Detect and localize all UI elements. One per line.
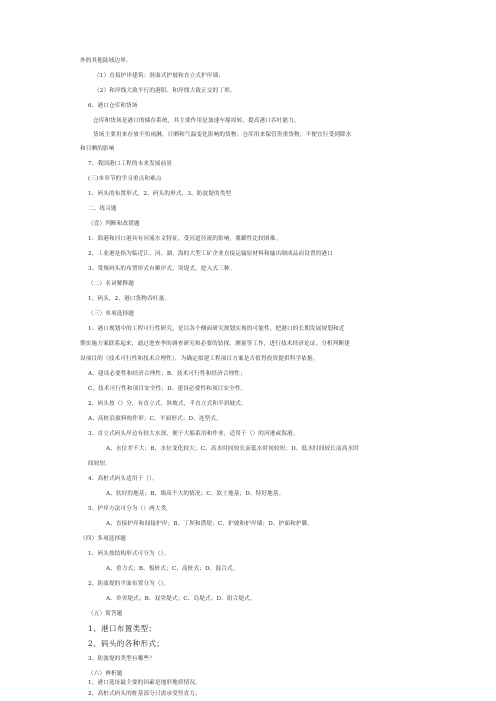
section-heading: 6、港口仓库和货场: [88, 103, 138, 109]
option-line: A、建设必要性和经济合理性；B、技术可行性和经济合理性；: [88, 371, 246, 377]
question-line: 1、码头按结构形式可分为（）。: [88, 551, 170, 557]
question-line: 1、海港和河口港具有河流水文特征，受河道径流的影响，冀御性比较困难。: [88, 236, 282, 242]
text-line: 和日晒的影响: [80, 146, 115, 152]
text-line: 间较短。: [88, 461, 111, 467]
section-heading: （五）简答题: [88, 611, 123, 617]
text-line: 设项目的（技术可行性和技术合理性），为确定拟建工程项目方案是否值得投资提供科学依据。: [80, 356, 319, 362]
text-line: 货场主要用来存放不怕雨淋，日晒和气温变化影响的货物；仓库用来保管贵重货物，不便宜行受到降水: [93, 132, 352, 138]
option-line: A、单突堤式；B、双突堤式；C、岛堤式；D、组合堤式。: [106, 596, 256, 602]
question-line: 1、港口规划中的工程可行性研究，是以各个侧面研究规划实现的可能性，把港口的长期发展规划和近: [88, 326, 345, 332]
question-line: 5、护岸方法可分为（）两大类。: [88, 506, 173, 512]
option-line: A、软好的地基；B、墙高不大的情况；C、软土地基；D、特好地基。: [106, 491, 285, 497]
question-line: 2、码头按（）分，有直立式、斜坡式，半直立式和半斜坡式。: [88, 401, 247, 407]
question-line: 2、码头的各种形式；: [88, 639, 165, 648]
text-line: 仓库和货场是港口的储存系统，其主要作用是加速车船周转，提高港口吞吐能力。: [93, 118, 300, 124]
option-line: C、技术可行性和项目安全性；D、建设必要性和项目安全性。: [88, 386, 247, 392]
section-heading: （四）多项选择题: [80, 536, 126, 542]
question-line: 1、港口布置类型；: [88, 624, 157, 633]
question-line: 4、高桩式码头适用于（）。: [88, 476, 158, 482]
option-line: A、水位差不大；B、水位变化较大；C、高水时间较长而低水时间较短；D、低水时间较长而高水时: [106, 446, 360, 452]
question-line: 1、码头，2、港口货物吞吐量。: [88, 296, 171, 302]
question-line: 2、防波堤的平面布置分为（）。: [88, 581, 170, 587]
question-line: 3、防波堤的类型有哪些？: [88, 656, 155, 662]
option-line: A、高桩沿旅料构件形；C、平面形式；D、连型式。: [88, 416, 222, 422]
section-heading: （六）辨析题: [88, 671, 123, 677]
text-line: （1）直接护岸建筑：斜面式护坡和直立式护岸墙；: [94, 73, 225, 79]
section-heading: （三）单项选择题: [88, 311, 134, 317]
option-line: A、重力式；B、板桩式；C、高桩式；D、混合式。: [106, 566, 239, 572]
section-heading: 二、练习题: [88, 206, 117, 212]
section-heading: (三)本章节的学习重点和难点: [88, 176, 162, 182]
question-line: 3、常规码头的布置形式有顺岸式，突堤式，挖入式三种。: [88, 266, 236, 272]
question-line: 2、工业港是指为临近江、河、湖、海的大型工矿企业直接运输原材料和输出制成品而设置的港口: [88, 251, 333, 257]
text-line: 外的其他陆域边界。: [80, 58, 132, 64]
question-line: 2、高桩式码头的桩基部分只需承受竖直力。: [88, 691, 201, 697]
text-line: 1、码头的布置形式，2、码头的形式，3、防波堤的类型: [88, 191, 232, 197]
section-heading: 7、我国港口工程的未来发展前景: [88, 161, 173, 167]
text-line: （2）和岸线大致平行的港阻、和岸线大致正交的丁坝。: [94, 88, 236, 94]
option-line: A、直接护岸和间接护岸；B、丁坝和潜堤；C、护坡和护岸墙；D、护面和护脚。: [106, 521, 314, 527]
section-heading: （二）名词解释题: [88, 281, 134, 287]
question-line: 1、港口选址最主要的因素是地形地质情况。: [88, 680, 201, 686]
section-heading: （壹）判断和改错题: [88, 221, 140, 227]
text-line: 期实施方案联系起来，通过进查李的调查研究和必要的钻探，测量等工作，进行技术经济论证，分析判断建: [80, 341, 350, 347]
question-line: 3、直立式码头岸边有较大水深，便于大船系泊和作业，适用于（）的河港或海港。: [88, 431, 299, 437]
